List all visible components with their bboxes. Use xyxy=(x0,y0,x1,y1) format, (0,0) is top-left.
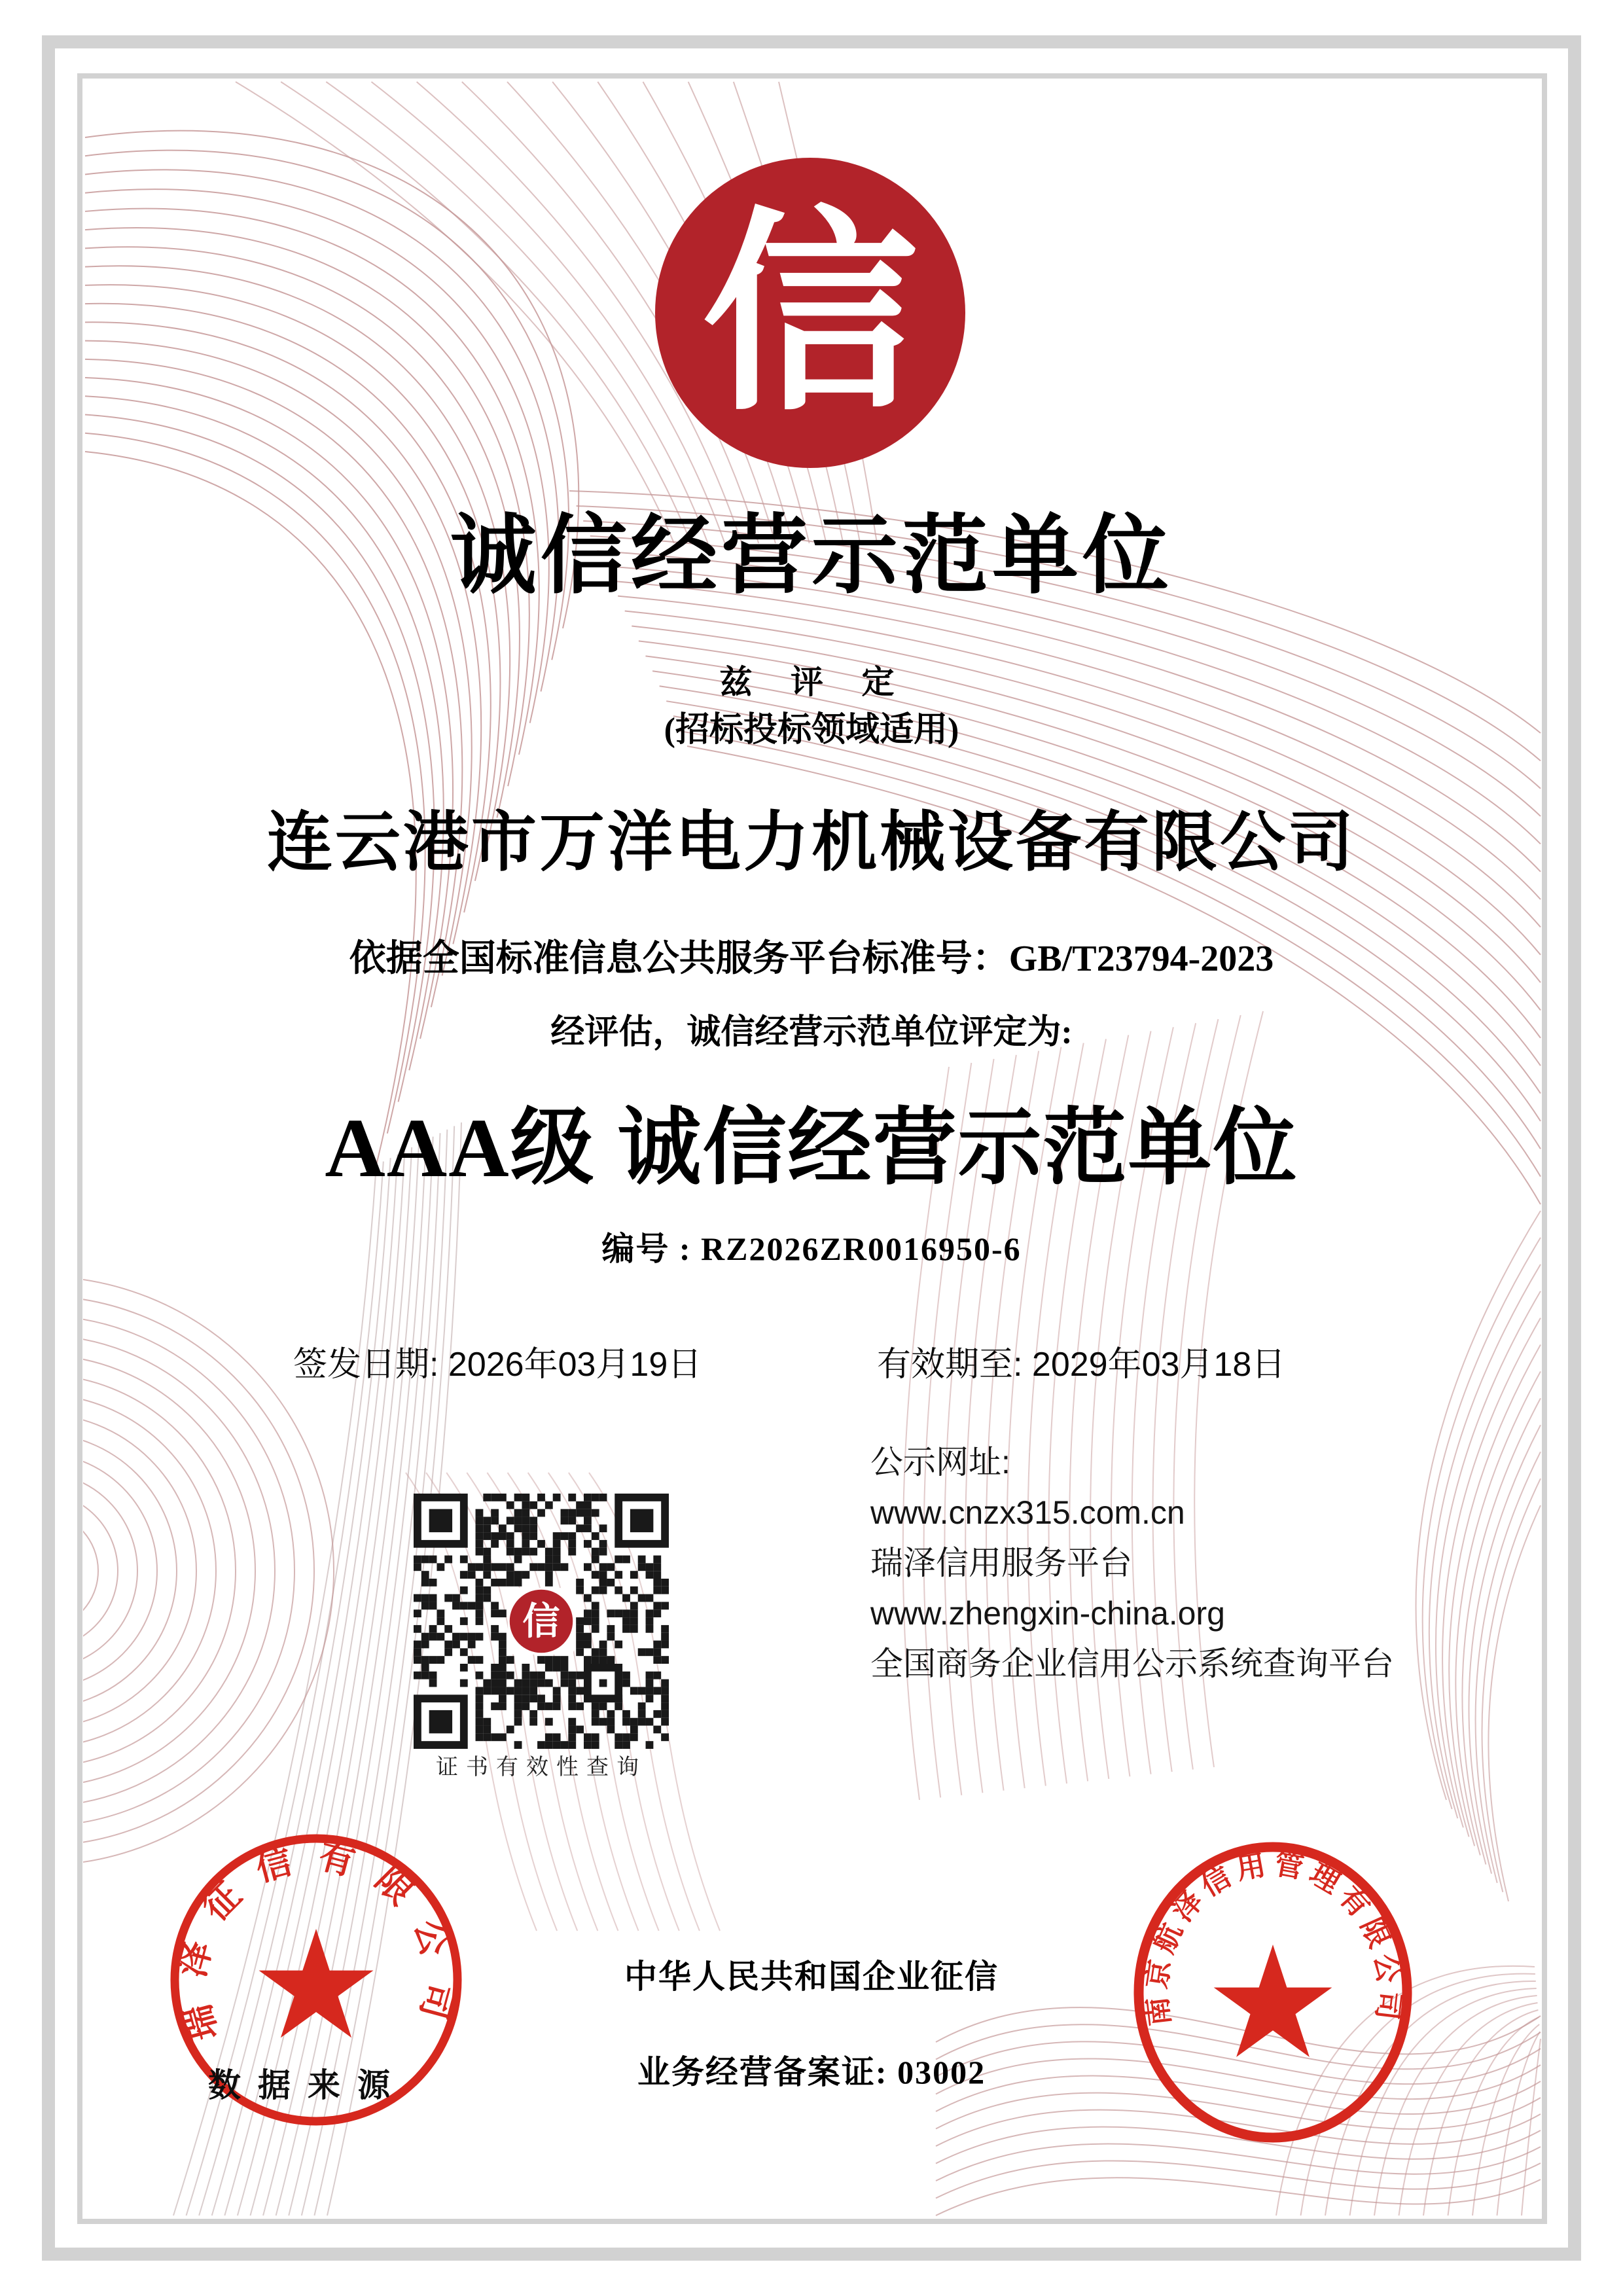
qr-code xyxy=(414,1494,669,1749)
svg-text:信: 信 xyxy=(522,1601,560,1643)
standard-reference: 依据全国标准信息公共服务平台标准号：GB/T23794-2023 xyxy=(349,939,1274,979)
footer-credit-line: 中华人民共和国企业征信 xyxy=(624,1958,999,1995)
publicity-platform-name: 瑞泽信用服务平台 xyxy=(870,1545,1132,1581)
seal-star-icon xyxy=(1214,1945,1332,2057)
left-seal-company-text: 瑞泽征信有限公司 xyxy=(171,1836,461,2045)
data-source-label: 数据来源 xyxy=(208,2067,407,2104)
publicity-url-primary: www.cnzx315.com.cn xyxy=(870,1494,1185,1531)
hangze-seal xyxy=(1129,1837,1417,2148)
company-name: 连云港市万洋电力机械设备有限公司 xyxy=(267,806,1356,879)
publicity-url-secondary: www.zhengxin-china.org xyxy=(870,1595,1225,1632)
certificate-title: 诚信经营示范单位 xyxy=(450,508,1173,604)
qr-caption: 证书有效性查询 xyxy=(436,1755,647,1780)
seal-star-icon xyxy=(259,1929,374,2037)
publicity-platform-query: 全国商务企业信用公示系统查询平台 xyxy=(870,1645,1394,1682)
serial-number: 编号 : RZ2026ZR0016950-6 xyxy=(601,1230,1022,1267)
credit-logo-icon xyxy=(653,156,967,470)
footer-license-line: 业务经营备案证: 03002 xyxy=(637,2054,986,2090)
logo-glyph: 信 xyxy=(702,197,918,436)
scope-note: (招标投标领域适用) xyxy=(664,711,959,749)
publicity-block xyxy=(870,1437,1394,1689)
evaluation-statement: 经评估，诚信经营示范单位评定为: xyxy=(550,1014,1073,1051)
publicity-heading: 公示网址: xyxy=(870,1444,1010,1480)
rating-grade: AAA级 诚信经营示范单位 xyxy=(325,1102,1298,1194)
issue-date: 签发日期: 2026年03月19日 xyxy=(293,1346,702,1384)
right-seal-company-text: 南京航泽信用管理有限公司 xyxy=(1140,1848,1406,2028)
valid-until-date: 有效期至: 2029年03月18日 xyxy=(877,1346,1286,1384)
assessment-label: 兹 评 定 xyxy=(719,664,904,700)
